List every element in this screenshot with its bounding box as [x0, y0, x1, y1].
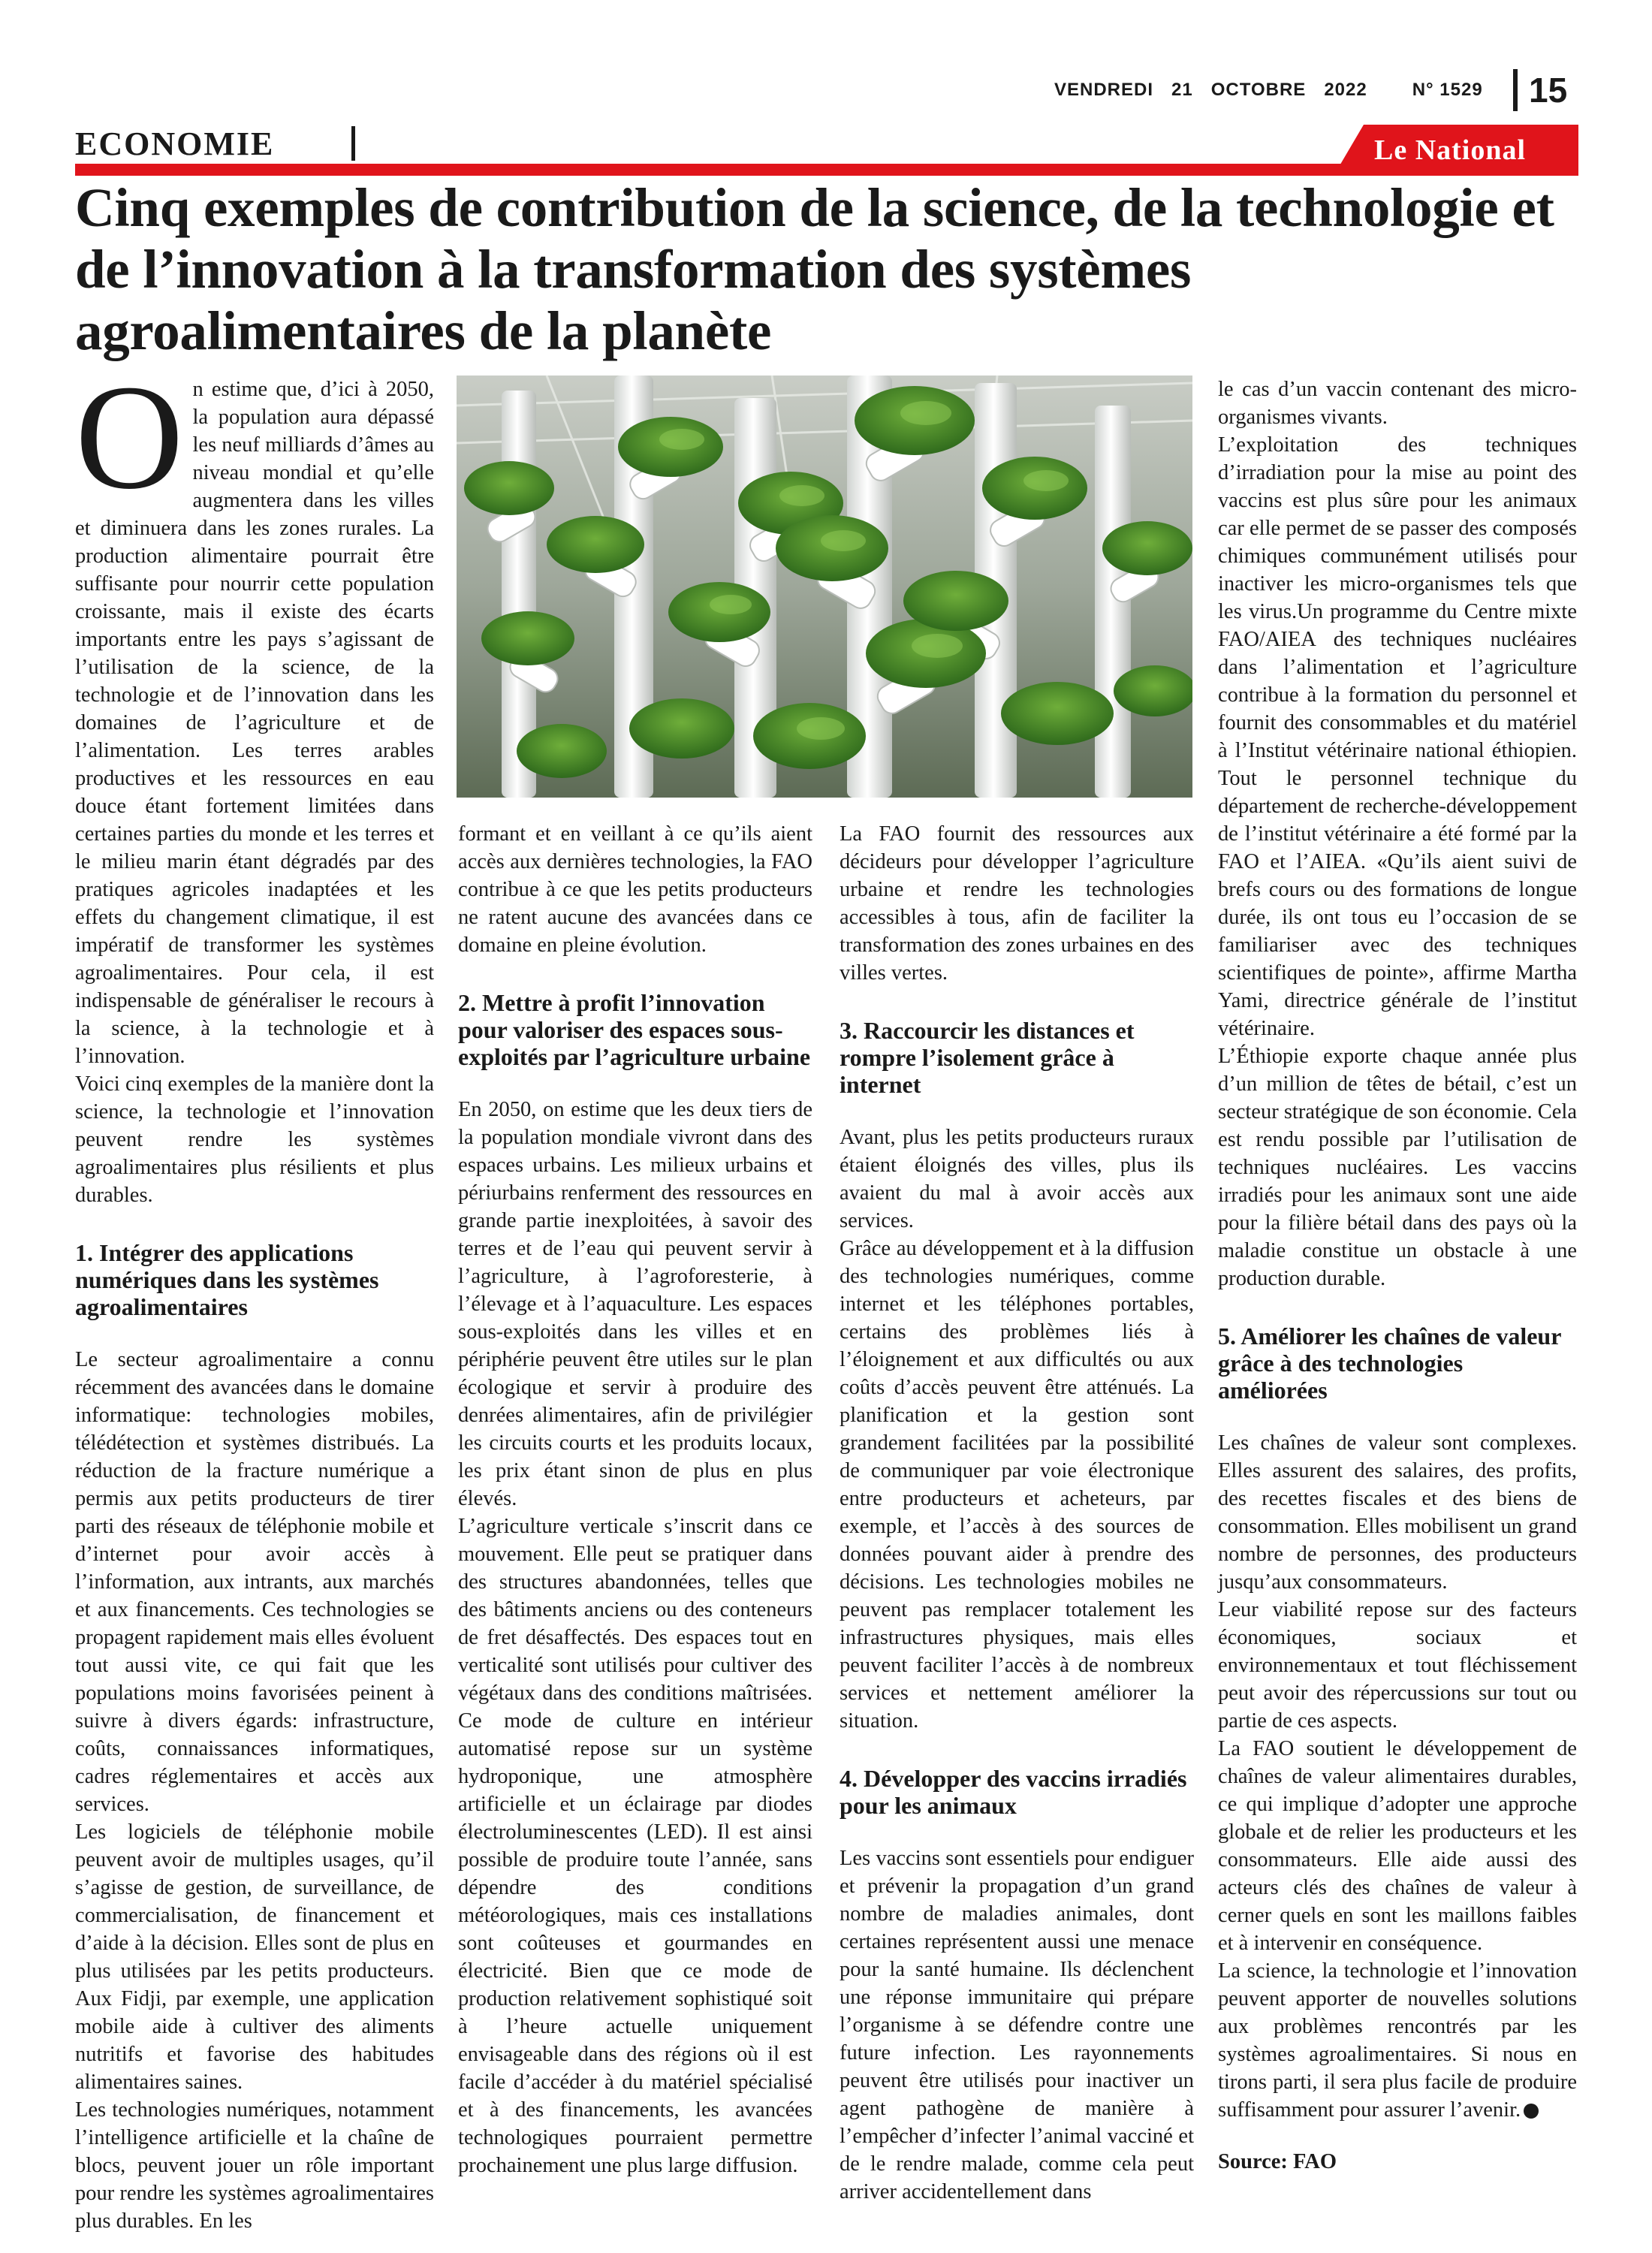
- section-4-paragraph-3: L’exploitation des techniques d’irradiation pour la mise au point des vaccins est plus sûre pour les animaux car elle permet de se passer des composés chimiques communément utilisés pour inactiver les micro-organismes tels que les virus.Un programme du Centre mixte FAO/AIEA des techniques nucléaires dans l’alimentation et l’agriculture contribue à la formation du personnel et fournit des consommables et du matériel à l’Institut vétérinaire national éthiopien. Tout le personnel technique du département de recherche-développement de l’institut vétérinaire a été formé par la FAO et l’AIEA. «Qu’ils aient suivi de brefs cours ou des formations de longue durée, ils ont tous eu l’occasion de se familiariser avec des techniques scientifiques de pointe», affirme Martha Yami, directrice générale de l’institut vétérinaire.: [1218, 433, 1577, 1040]
- issue-day: VENDREDI: [1054, 80, 1154, 100]
- section-2-heading: 2. Mettre à profit l’innovation pour valoriser des espaces sous-exploités par l’agriculture urbaine: [458, 989, 811, 1070]
- section-3-heading: 3. Raccourcir les distances et rompre l’isolement grâce à internet: [840, 1017, 1135, 1098]
- section-1-paragraph-4: formant et en veillant à ce qu’ils aient accès aux dernières technologies, la FAO contribue à ce que les petits producteurs ne ratent aucune des avancées dans ce domaine en pleine évolution.: [458, 822, 812, 957]
- section-4-paragraph-4: L’Éthiopie exporte chaque année plus d’un million de têtes de bétail, c’est un secteur stratégique de son économie. Cela est rendu possible par l’utilisation de techniques nucléaires. Les vaccins irradiés pour les animaux sont une aide pour la filière bétail dans des pays où la maladie constitue un obstacle à une production durable.: [1218, 1045, 1577, 1290]
- article-headline: Cinq exemples de contribution de la science, de la technologie et de l’innovation à la transformation des systèmes agroalimentaires de la planète: [75, 177, 1554, 361]
- section-3-paragraph-1: Avant, plus les petits producteurs ruraux étaient éloignés des villes, plus ils avaient du mal à avoir accès aux services.: [840, 1126, 1194, 1232]
- section-2-paragraph-2: L’agriculture verticale s’inscrit dans ce mouvement. Elle peut se pratiquer dans des structures abandonnées, telles que des bâtiments anciens ou des conteneurs de fret désaffectés. Des espaces tout en verticalité sont utilisés pour cultiver des végétaux dans des conditions maîtrisées. Ce mode de culture en intérieur automatisé repose sur un système hydroponique, une atmosphère artificielle et un éclairage par diodes électroluminescentes (LED). Il est ainsi possible de produire toute l’année, sans dépendre des conditions météorologiques, mais ces installations sont coûteuses et gourmandes en électricité. Bien que ce mode de production relativement sophistiqué soit à l’heure actuelle uniquement envisageable dans des régions où il est facile d’accéder à du matériel spécialisé et à des financements, les avancées technologiques pourraient permettre prochainement une plus large diffusion.: [458, 1515, 812, 2177]
- column-1: [75, 354, 435, 2235]
- section-5-paragraph-4-wrap: [1218, 1957, 1577, 2124]
- drop-cap: O: [75, 354, 184, 520]
- article-photo: [457, 376, 1192, 798]
- section-2-paragraph-1: En 2050, on estime que les deux tiers de la population mondiale vivront dans des espaces urbains. Les milieux urbains et périurbains renferment des ressources en grande partie inexploitées, à savoir des terres et de l’eau qui peuvent servir à l’agriculture, à l’agroforesterie, à l’élevage et à l’aquaculture. Les espaces sous-exploités dans les villes et en périphérie peuvent être utiles sur le plan écologique et servir à produire des denrées alimentaires, afin de privilégier les circuits courts et les produits locaux, les prix étant sinon de plus en plus élevés.: [458, 1098, 812, 1510]
- section-1-heading: 1. Intégrer des applications numériques dans les systèmes agroalimentaires: [75, 1239, 379, 1320]
- column-4: [1218, 376, 1577, 2176]
- issue-date-line: [1054, 80, 1505, 101]
- section-5-paragraph-1: Les chaînes de valeur sont complexes. Elles assurent des salaires, des profits, des recettes fiscales et des biens de consommation. Elles mobilisent un grand nombre de personnes, des producteurs jusqu’aux consommateurs.: [1218, 1431, 1577, 1594]
- article-source: Source: FAO: [1218, 2150, 1337, 2173]
- intro-text: n estime que, d’ici à 2050, la population aura dépassé les neuf milliards d’âmes au niveau mondial et qu’elle augmentera dans les villes et diminuera dans les zones rurales. La production alimentaire pourrait être suffisante pour nourrir cette population croissante, mais il existe des écarts importants entre les pays s’agissant de l’utilisation de la science, de la technologie et de l’innovation dans les domaines de l’agriculture et de l’alimentation. Les terres arables productives et les ressources en eau douce étant fortement limitées dans certaines parties du monde et les terres et le milieu marin étant dégradés par des pratiques agricoles inadaptées et les effets du changement climatique, il est impératif de transformer les systèmes agroalimentaires. Pour cela, il est indispensable de généraliser le recours à la science, à la technologie et à l’innovation.: [75, 378, 434, 1068]
- section-5-heading: 5. Améliorer les chaînes de valeur grâce à des technologies améliorées: [1218, 1323, 1561, 1404]
- column-3: [840, 820, 1194, 2206]
- section-separator: [351, 126, 355, 161]
- page-number: 15: [1529, 71, 1568, 110]
- issue-date-number: 21: [1171, 80, 1193, 100]
- end-mark-icon: [1524, 2104, 1539, 2119]
- section-1-paragraph-2: Les logiciels de téléphonie mobile peuvent avoir de multiples usages, qu’il s’agisse de gestion, de surveillance, de commercialisation, de financement et d’aide à la décision. Elles sont de plus en plus utilisées par les petits producteurs. Aux Fidji, par exemple, une application mobile aide à cultiver des aliments nutritifs et favorise des habitudes alimentaires saines.: [75, 1820, 434, 2094]
- vertical-farm-image: [457, 376, 1192, 798]
- section-3-paragraph-2: Grâce au développement et à la diffusion des technologies numériques, comme internet et les téléphones portables, certains des problèmes liés à l’éloignement et aux difficultés ou aux coûts d’accès peuvent être atténués. La planification et la gestion sont grandement facilitées par la possibilité de communiquer par voie électronique entre producteurs et acheteurs, par exemple, et l’accès à des sources de données pouvant aider à prendre des décisions. Les technologies mobiles ne peuvent pas remplacer totalement les infrastructures physiques, mais elles peuvent faciliter l’accès à de nombreux services et nettement améliorer la situation.: [840, 1237, 1194, 1733]
- section-5-paragraph-3: La FAO soutient le développement de chaînes de valeur alimentaires durables, ce qui implique d’adopter une approche globale et de relier les producteurs et les consommateurs. Elle aide aussi des acteurs clés des chaînes de valeur à cerner quels en sont les maillons faibles et à intervenir en conséquence.: [1218, 1737, 1577, 1955]
- section-4-paragraph-1: Les vaccins sont essentiels pour endiguer et prévenir la propagation d’un grand nombre de maladies animales, dont certaines représentent aussi une menace pour la santé humaine. Ils déclenchent une réponse immunitaire qui prépare l’organisme à se défendre contre une future infection. Les rayonnements peuvent être utilisés pour inactiver un agent pathogène de manière à l’empêcher d’infecter l’animal vacciné et de le rendre malade, comme cela peut arriver accidentellement dans: [840, 1847, 1194, 2203]
- issue-month: OCTOBRE: [1210, 80, 1307, 100]
- section-label: ECONOMIE: [75, 125, 275, 162]
- section-1-paragraph-3: Les technologies numériques, notamment l’intelligence artificielle et la chaîne de blocs, peuvent jouer un rôle important pour rendre les systèmes agroalimentaires plus durables. En les: [75, 2098, 435, 2233]
- intro-paragraph-2: Voici cinq exemples de la manière dont la science, la technologie et l’innovation peuvent rendre les systèmes agroalimentaires plus résilients et plus durables.: [75, 1072, 434, 1207]
- section-1-paragraph-1: Le secteur agroalimentaire a connu récemment des avancées dans le domaine informatique: technologies mobiles, télédétection et systèmes distribués. La réduction de la fracture numérique a permis aux petits producteurs de tirer parti des réseaux de téléphonie mobile et d’internet pour avoir accès à l’information, aux intrants, aux marchés et aux financements. Ces technologies se propagent rapidement mais elles évoluent tout aussi vite, ce qui fait que les populations moins favorisées peinent à suivre à divers égards: infrastructure, coûts, connaissances informatiques, cadres réglementaires et accès aux services.: [75, 1348, 434, 1816]
- brand-name: Le National: [1374, 134, 1527, 166]
- issue-number: N° 1529: [1412, 80, 1483, 100]
- issue-year: 2022: [1324, 80, 1367, 100]
- page-number-separator: [1513, 69, 1518, 111]
- column-2: [458, 820, 812, 2179]
- section-4-heading: 4. Développer des vaccins irradiés pour les animaux: [840, 1765, 1187, 1819]
- section-5-paragraph-4: La science, la technologie et l’innovation peuvent apporter de nouvelles solutions aux problèmes rencontrés par les systèmes agroalimentaires. Si nous en tirons parti, il sera plus facile de produire suffisamment pour assurer l’avenir.: [1218, 1959, 1577, 2122]
- section-2-paragraph-3: La FAO fournit des ressources aux décideurs pour développer l’agriculture urbaine et rendre les technologies accessibles à tous, afin de faciliter la transformation des zones urbaines en des villes vertes.: [840, 822, 1194, 985]
- section-5-paragraph-2: Leur viabilité repose sur des facteurs économiques, sociaux et environnementaux et tout fléchissement peut avoir des répercussions sur tout ou partie de ces aspects.: [1218, 1598, 1577, 1733]
- section-4-paragraph-2: le cas d’un vaccin contenant des micro-organismes vivants.: [1218, 378, 1577, 429]
- intro-paragraph: [75, 354, 434, 1070]
